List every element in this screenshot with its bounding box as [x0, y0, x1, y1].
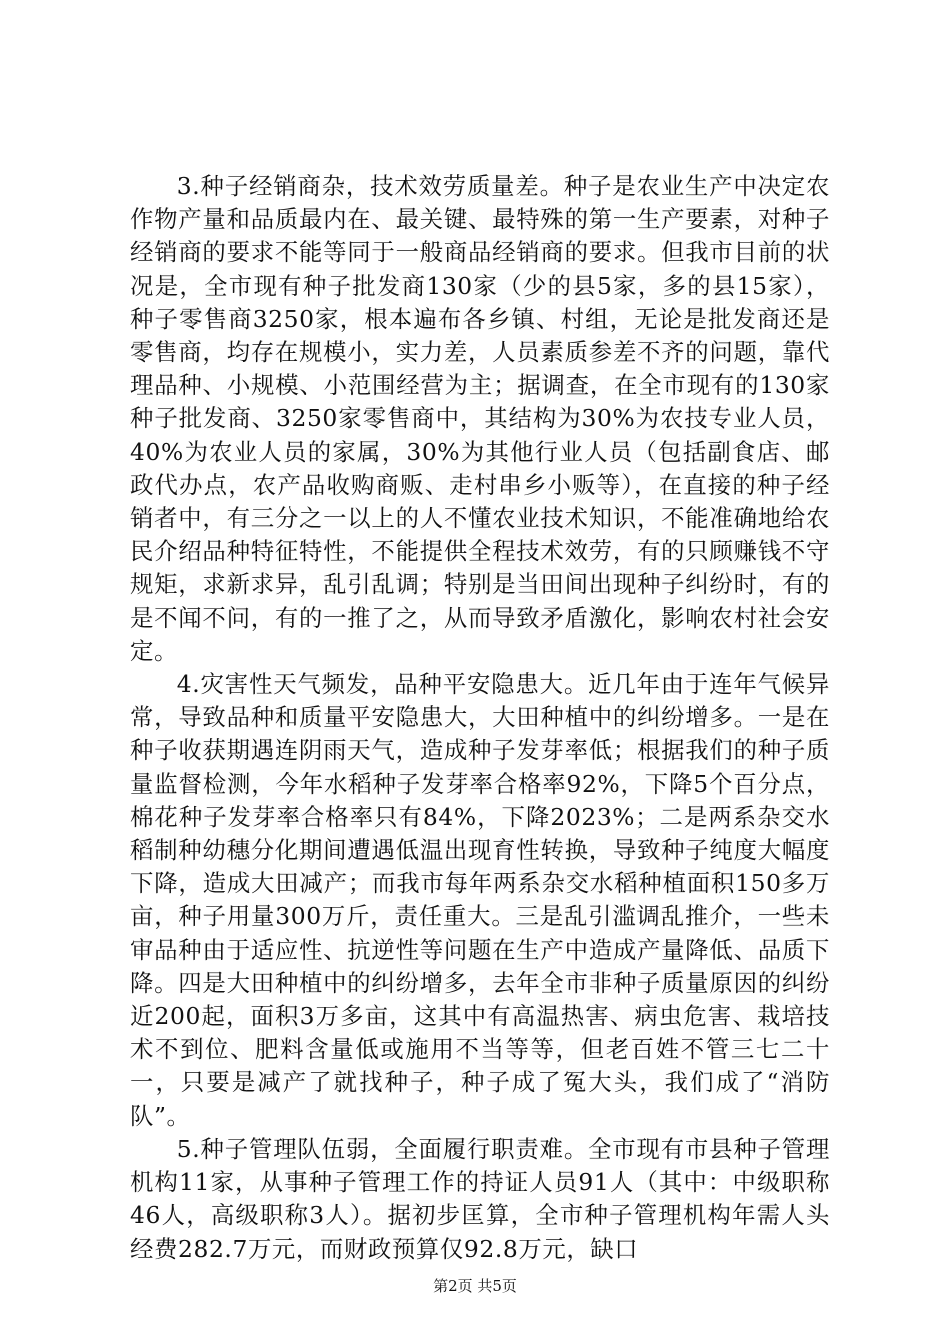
paragraph-weather-risk: 4.灾害性天气频发，品种平安隐患大。近几年由于连年气候异常，导致品种和质量平安隐患大，大田种植中的纠纷增多。一是在种子收获期遇连阴雨天气，造成种子发芽率低；根据我们的种子质量监督检测，今年水稻种子发芽率合格率92%，下降5个百分点，棉花种子发芽率合格率只有84%，下降2023%；二是两系杂交水稻制种幼穗分化期间遭遇低温出现育性转换，导致种子纯度大幅度下降，造成大田减产；而我市每年两系杂交水稻种植面积150多万亩，种子用量300万斤，责任重大。三是乱引滥调乱推介，一些未审品种由于适应性、抗逆性等问题在生产中造成产量降低、品质下降。四是大田种植中的纠纷增多，去年全市非种子质量原因的纠纷近200起，面积3万多亩，这其中有高温热害、病虫危害、栽培技术不到位、肥料含量低或施用不当等等，但老百姓不管三七二十一，只要是减产了就找种子，种子成了冤大头，我们成了“消防队”。	[130, 670, 830, 1130]
page-footer	[0, 1276, 950, 1296]
paragraph-management-team: 5.种子管理队伍弱，全面履行职责难。全市现有市县种子管理机构11家，从事种子管理工作的持证人员91人（其中：中级职称46人，高级职称3人）。据初步匡算，全市种子管理机构年需人头经费282.7万元，而财政预算仅92.8万元，缺口	[130, 1134, 830, 1263]
page-number: 第2页 共5页	[433, 1277, 517, 1295]
paragraph-seed-dealers: 3.种子经销商杂，技术效劳质量差。种子是农业生产中决定农作物产量和品质最内在、最关键、最特殊的第一生产要素，对种子经销商的要求不能等同于一般商品经销商的要求。但我市目前的状况是，全市现有种子批发商130家（少的县5家，多的县15家），种子零售商3250家，根本遍布各乡镇、村组，无论是批发商还是零售商，均存在规模小，实力差，人员素质参差不齐的问题，靠代理品种、小规模、小范围经营为主；据调查，在全市现有的130家种子批发商、3250家零售商中，其结构为30%为农技专业人员，40%为农业人员的家属，30%为其他行业人员（包括副食店、邮政代办点，农产品收购商贩、走村串乡小贩等），在直接的种子经销者中，有三分之一以上的人不懂农业技术知识，不能准确地给农民介绍品种特征特性，不能提供全程技术效劳，有的只顾赚钱不守规矩，求新求异，乱引乱调；特别是当田间出现种子纠纷时，有的是不闻不问，有的一推了之，从而导致矛盾激化，影响农村社会安定。	[130, 172, 830, 665]
document-body	[130, 170, 830, 1266]
